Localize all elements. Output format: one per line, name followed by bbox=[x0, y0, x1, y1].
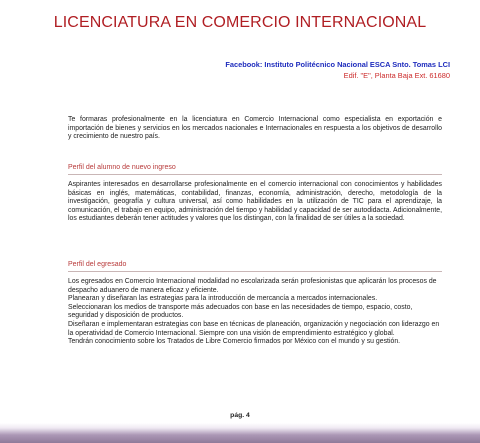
egresado-divider bbox=[68, 271, 442, 272]
egresado-paragraph: Seleccionaran los medios de transporte más adecuados con base en las necesidades de tiempo, espacio, costo, seguridad y disposición de productos. bbox=[68, 303, 413, 320]
ingreso-heading: Perfil del alumno de nuevo ingreso bbox=[68, 164, 176, 171]
ingreso-divider bbox=[68, 174, 442, 175]
ingreso-paragraph: Aspirantes interesados en desarrollarse profesionalmente en el comercio internacional con conocimientos y habilidades básicas en inglés, matemáticas, contabilidad, finanzas, economía, administración, derecho, metodología de la investigación, geografía y cultura universal, así como habilidades en la utilización de TIC para el aprendizaje, la comunicación, el trabajo en equipo, administración del tiempo y habilidad y capacidad de ser autodidacta. Adicionalmente, los estudiantes deberán tener actitudes y valores que los distingan, con la finalidad de ser útiles a la sociedad. bbox=[68, 181, 442, 223]
facebook-line: Facebook: Instituto Politécnico Nacional ESCA Snto. Tomas LCI bbox=[225, 60, 450, 69]
location-line: Edif. "E", Planta Baja Ext. 61680 bbox=[343, 71, 450, 80]
egresado-paragraph: Tendrán conocimiento sobre los Tratados de Libre Comercio firmados por México con el mundo y su gestión. bbox=[68, 338, 401, 346]
page-title: LICENCIATURA EN COMERCIO INTERNACIONAL bbox=[53, 14, 427, 31]
egresado-heading: Perfil del egresado bbox=[68, 261, 127, 268]
intro-paragraph: Te formaras profesionalmente en la licenciatura en Comercio Internacional como especialista en exportación e importación de bienes y servicios en los mercados nacionales e Internacionales en respuesta a los objetivos de desarrollo y crecimiento de nuestro país. bbox=[68, 116, 442, 141]
egresado-paragraph: Planearan y diseñaran las estrategias para la introducción de mercancía a mercados internacionales. bbox=[68, 295, 378, 303]
egresado-paragraph: Diseñaran e implementaran estrategias con base en técnicas de planeación, organización y negociación con liderazgo en la operatividad de Comercio Internacional. Siempre con una visión de emprendimiento estratégico y global. bbox=[68, 320, 440, 337]
egresado-body bbox=[68, 278, 442, 347]
egresado-paragraph: Los egresados en Comercio Internacional modalidad no escolarizada serán profesionistas que aplicarán los procesos de despacho aduanero de manera eficaz y eficiente. bbox=[68, 278, 437, 294]
page-number: pág. 4 bbox=[230, 412, 250, 419]
footer-band bbox=[0, 423, 480, 443]
